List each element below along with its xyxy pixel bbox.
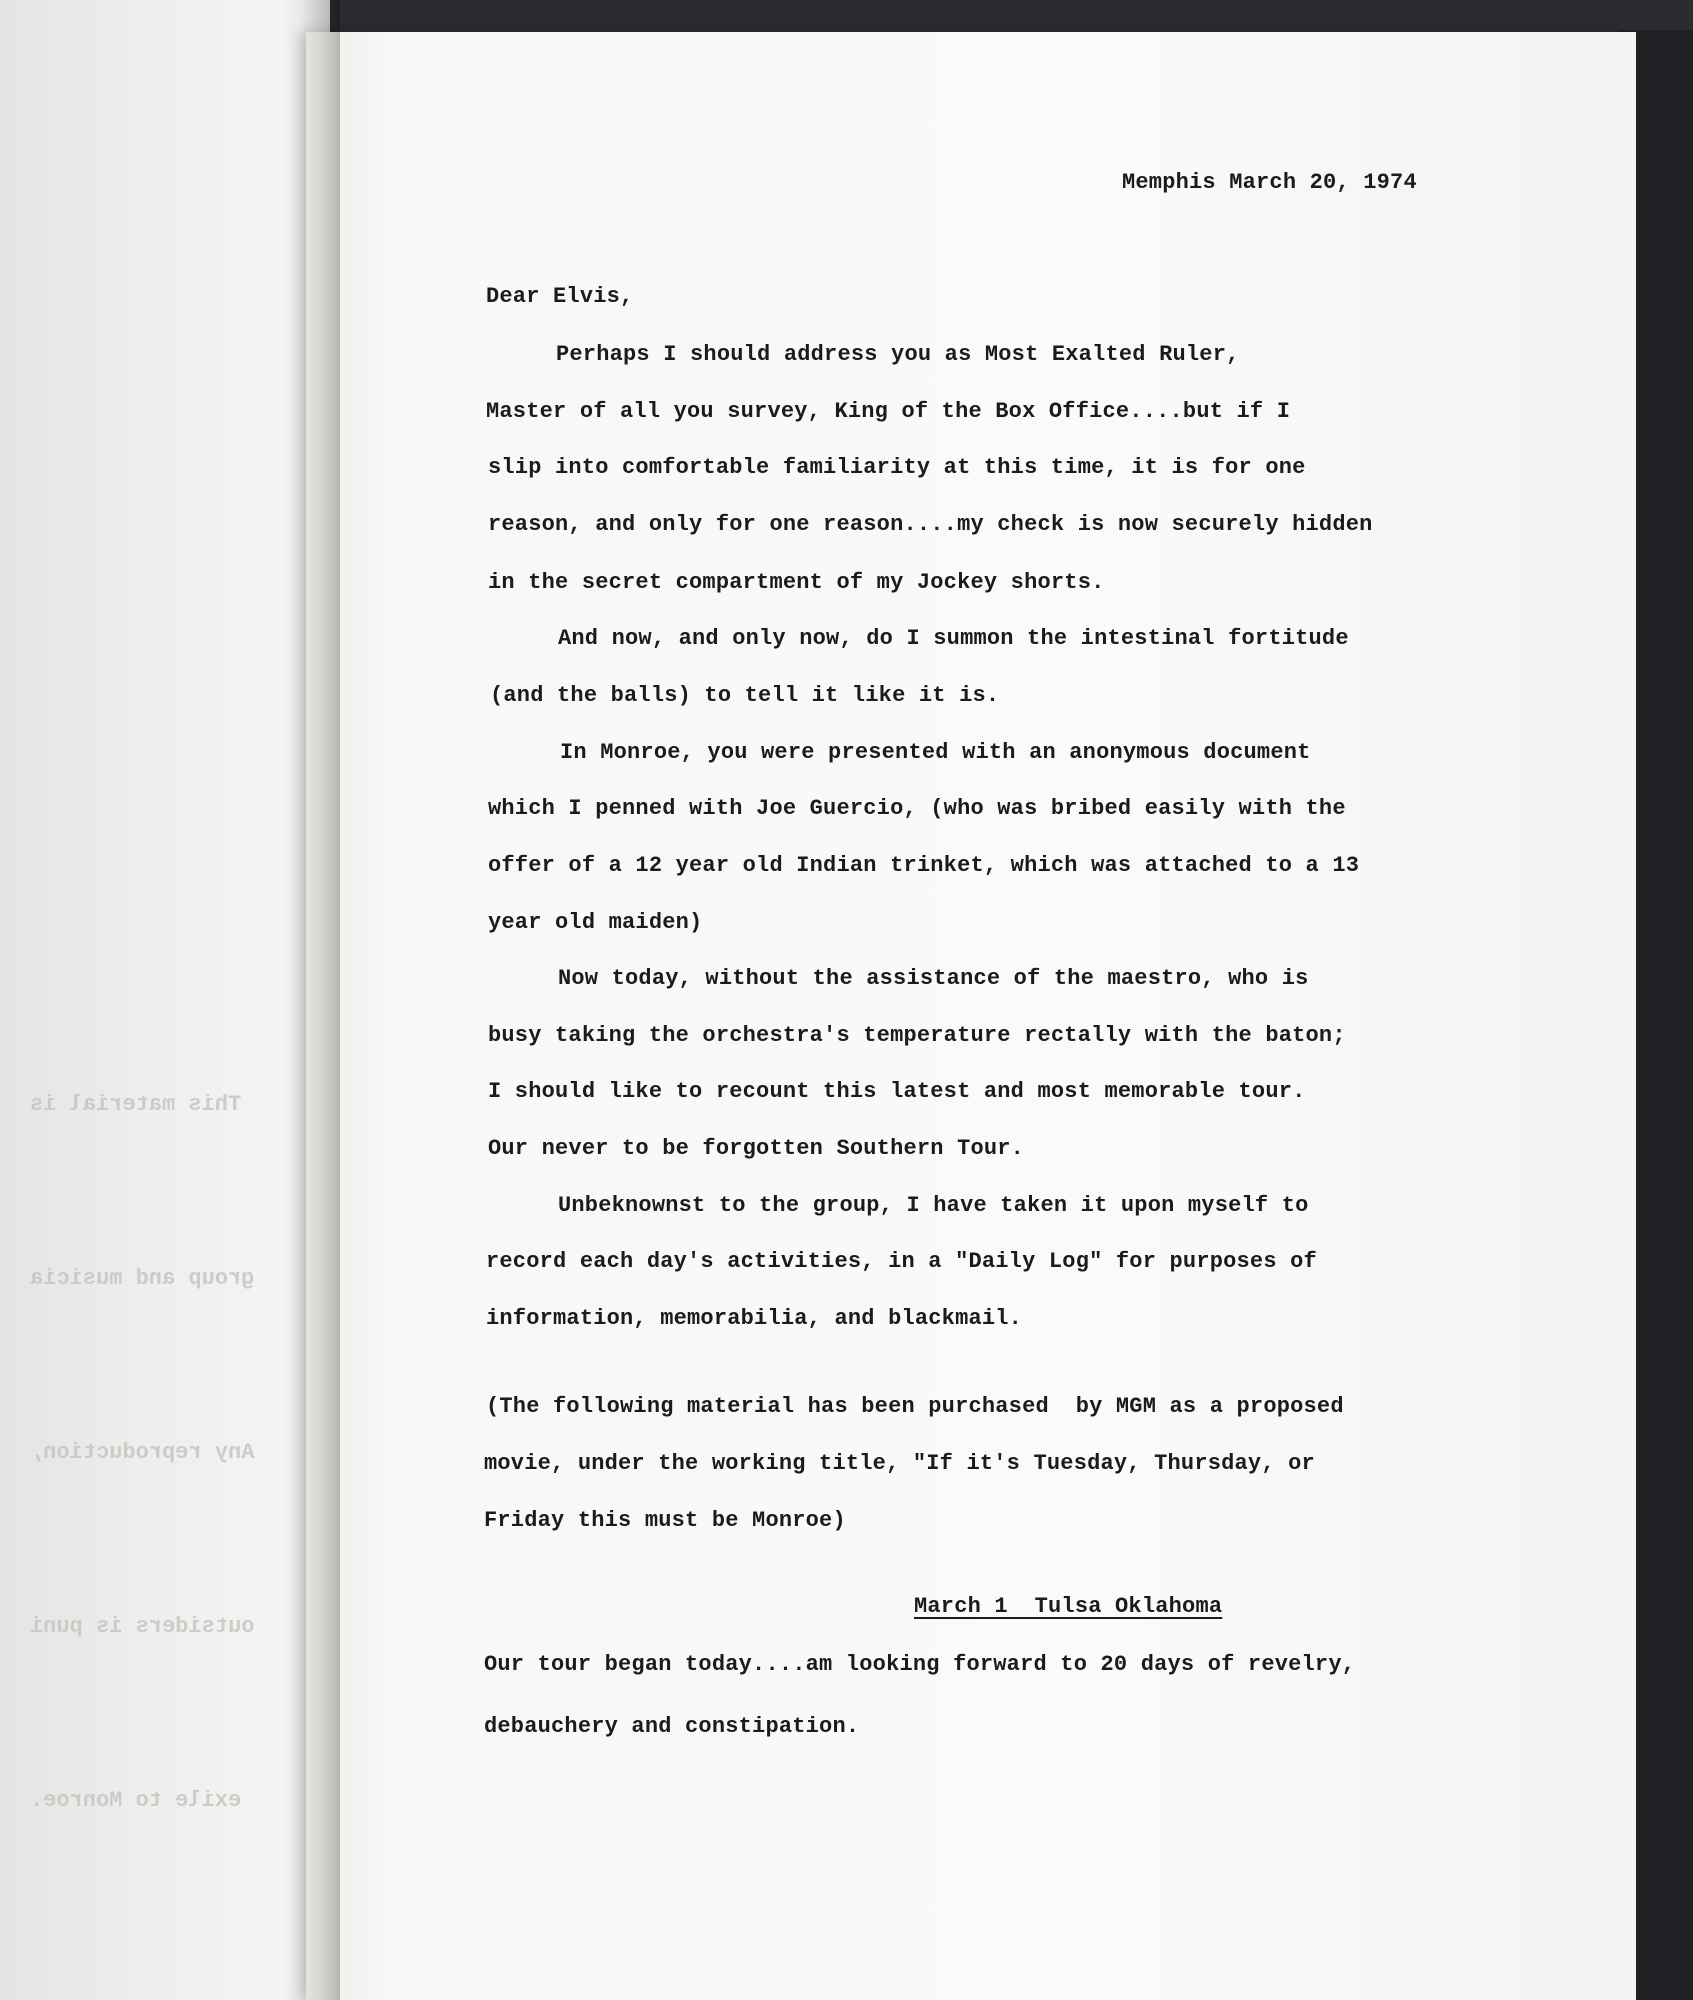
body-line: in the secret compartment of my Jockey shorts.: [488, 570, 1105, 595]
body-line: Our never to be forgotten Southern Tour.: [488, 1136, 1025, 1161]
body-line: busy taking the orchestra's temperature rectally with the baton;: [488, 1023, 1346, 1048]
salutation: Dear Elvis,: [486, 284, 634, 309]
body-line: Master of all you survey, King of the Box Office....but if I: [486, 399, 1291, 424]
body-line: Perhaps I should address you as Most Exalted Ruler,: [556, 342, 1240, 367]
body-line: (The following material has been purchased by MGM as a proposed: [486, 1394, 1344, 1419]
body-line: slip into comfortable familiarity at this time, it is for one: [488, 455, 1306, 480]
section-heading: March 1 Tulsa Oklahoma: [914, 1594, 1223, 1619]
mirrored-line: outsiders is puni: [30, 1614, 255, 1639]
body-line: offer of a 12 year old Indian trinket, which was attached to a 13: [488, 853, 1360, 878]
entry-line: debauchery and constipation.: [484, 1714, 860, 1739]
entry-line: Our tour began today....am looking forward to 20 days of revelry,: [484, 1652, 1356, 1677]
body-line: information, memorabilia, and blackmail.: [486, 1306, 1023, 1331]
mirrored-line: exile to Monroe.: [30, 1788, 242, 1813]
body-line: which I penned with Joe Guercio, (who was bribed easily with the: [488, 796, 1346, 821]
facing-page: [0, 0, 330, 2000]
page-fold-shadow: [300, 0, 340, 2000]
mirrored-line: This material is: [30, 1092, 242, 1117]
body-line: I should like to recount this latest and most memorable tour.: [488, 1079, 1306, 1104]
body-line: And now, and only now, do I summon the intestinal fortitude: [558, 626, 1349, 651]
body-line: In Monroe, you were presented with an anonymous document: [560, 740, 1311, 765]
body-line: Now today, without the assistance of the maestro, who is: [558, 966, 1309, 991]
mirrored-line: Any reproduction,: [30, 1440, 255, 1465]
body-line: Friday this must be Monroe): [484, 1508, 846, 1533]
letter-page: [306, 32, 1636, 2000]
body-line: year old maiden): [488, 910, 703, 935]
body-line: record each day's activities, in a "Daily Log" for purposes of: [486, 1249, 1317, 1274]
body-line: Unbeknownst to the group, I have taken it upon myself to: [558, 1193, 1309, 1218]
mirrored-line: group and musicia: [30, 1266, 255, 1291]
mirrored-bleed-text: [0, 960, 330, 1813]
body-line: movie, under the working title, "If it's Tuesday, Thursday, or: [484, 1451, 1315, 1476]
dateline: Memphis March 20, 1974: [1122, 170, 1417, 195]
body-line: reason, and only for one reason....my check is now securely hidden: [488, 512, 1373, 537]
body-line: (and the balls) to tell it like it is.: [490, 683, 1000, 708]
